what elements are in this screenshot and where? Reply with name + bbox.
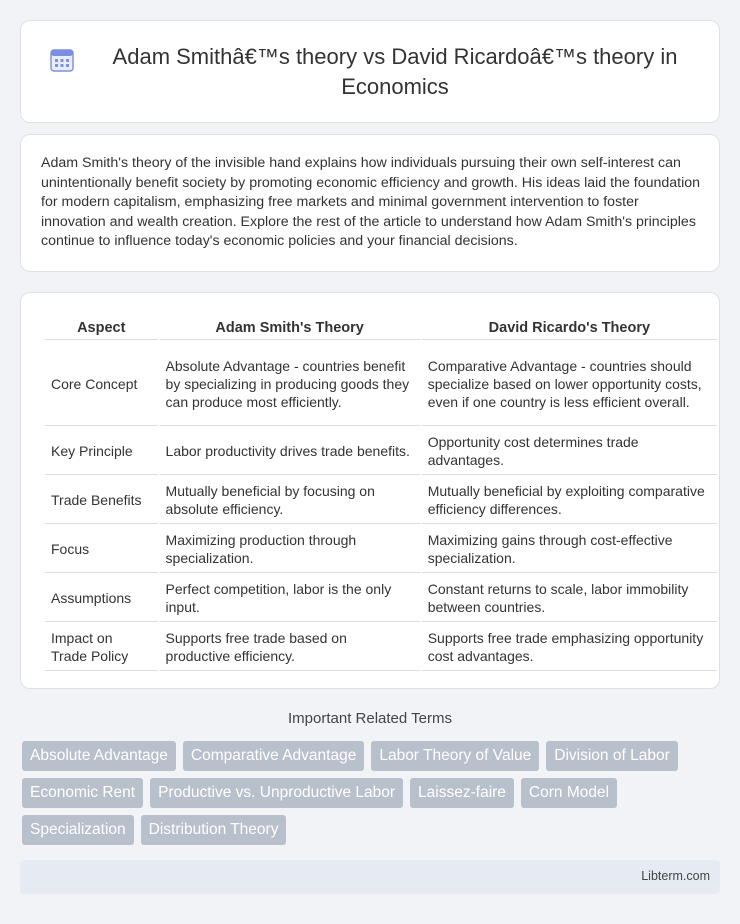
row-aspect: Impact on Trade Policy [45,624,158,671]
row-smith: Perfect competition, labor is the only input. [160,575,420,622]
footer [20,860,720,894]
header-ricardo: David Ricardo's Theory [422,317,717,340]
title-card [20,20,720,123]
table-row [45,624,717,671]
row-aspect: Trade Benefits [45,477,158,524]
row-aspect: Focus [45,526,158,573]
row-smith: Maximizing production through specialization. [160,526,420,573]
related-terms-list [22,741,712,845]
comparison-table [43,315,719,673]
row-smith: Labor productivity drives trade benefits. [160,428,420,475]
intro-paragraph: Adam Smith's theory of the invisible hand explains how individuals pursuing their own self-interest can unintentionally benefit society by promoting economic efficiency and growth. His ideas laid the foundation for modern capitalism, emphasizing free markets and minimal government intervention to foster innovation and wealth creation. Explore the rest of the article to understand how Adam Smith's principles continue to influence today's economic policies and your financial decisions. [41,155,701,250]
header-smith: Adam Smith's Theory [160,317,420,340]
related-term-tag[interactable]: Laissez-faire [410,778,514,808]
header-aspect: Aspect [45,317,158,340]
related-term-tag[interactable]: Absolute Advantage [22,741,176,771]
table-row [45,526,717,573]
related-term-tag[interactable]: Economic Rent [22,778,143,808]
row-ricardo: Maximizing gains through cost-effective specialization. [422,526,717,573]
related-terms-heading: Important Related Terms [288,710,452,727]
row-smith: Supports free trade based on productive efficiency. [160,624,420,671]
row-aspect: Key Principle [45,428,158,475]
row-aspect: Core Concept [45,342,158,426]
table-row [45,575,717,622]
table-row [45,477,717,524]
footer-site-link[interactable]: Libterm.com [641,869,710,883]
related-term-tag[interactable]: Distribution Theory [141,815,287,845]
row-ricardo: Opportunity cost determines trade advantages. [422,428,717,475]
related-term-tag[interactable]: Labor Theory of Value [371,741,539,771]
related-term-tag[interactable]: Corn Model [521,778,617,808]
row-smith: Absolute Advantage - countries benefit by specializing in producing goods they can produce most efficiently. [160,342,420,426]
table-header-row [45,317,717,340]
related-term-tag[interactable]: Specialization [22,815,134,845]
related-term-tag[interactable]: Comparative Advantage [183,741,364,771]
related-term-tag[interactable]: Productive vs. Unproductive Labor [150,778,403,808]
row-ricardo: Comparative Advantage - countries should specialize based on lower opportunity costs, even if one country is less efficient overall. [422,342,717,426]
comparison-card [20,292,720,689]
row-smith: Mutually beneficial by focusing on absolute efficiency. [160,477,420,524]
row-aspect: Assumptions [45,575,158,622]
related-term-tag[interactable]: Division of Labor [546,741,677,771]
table-row [45,342,717,426]
row-ricardo: Supports free trade emphasizing opportunity cost advantages. [422,624,717,671]
row-ricardo: Constant returns to scale, labor immobility between countries. [422,575,717,622]
table-row [45,428,717,475]
intro-card [20,134,720,272]
page-title: Adam Smithâ€™s theory vs David Ricardoâ€™s theory in Economics [112,43,678,99]
row-ricardo: Mutually beneficial by exploiting comparative efficiency differences. [422,477,717,524]
